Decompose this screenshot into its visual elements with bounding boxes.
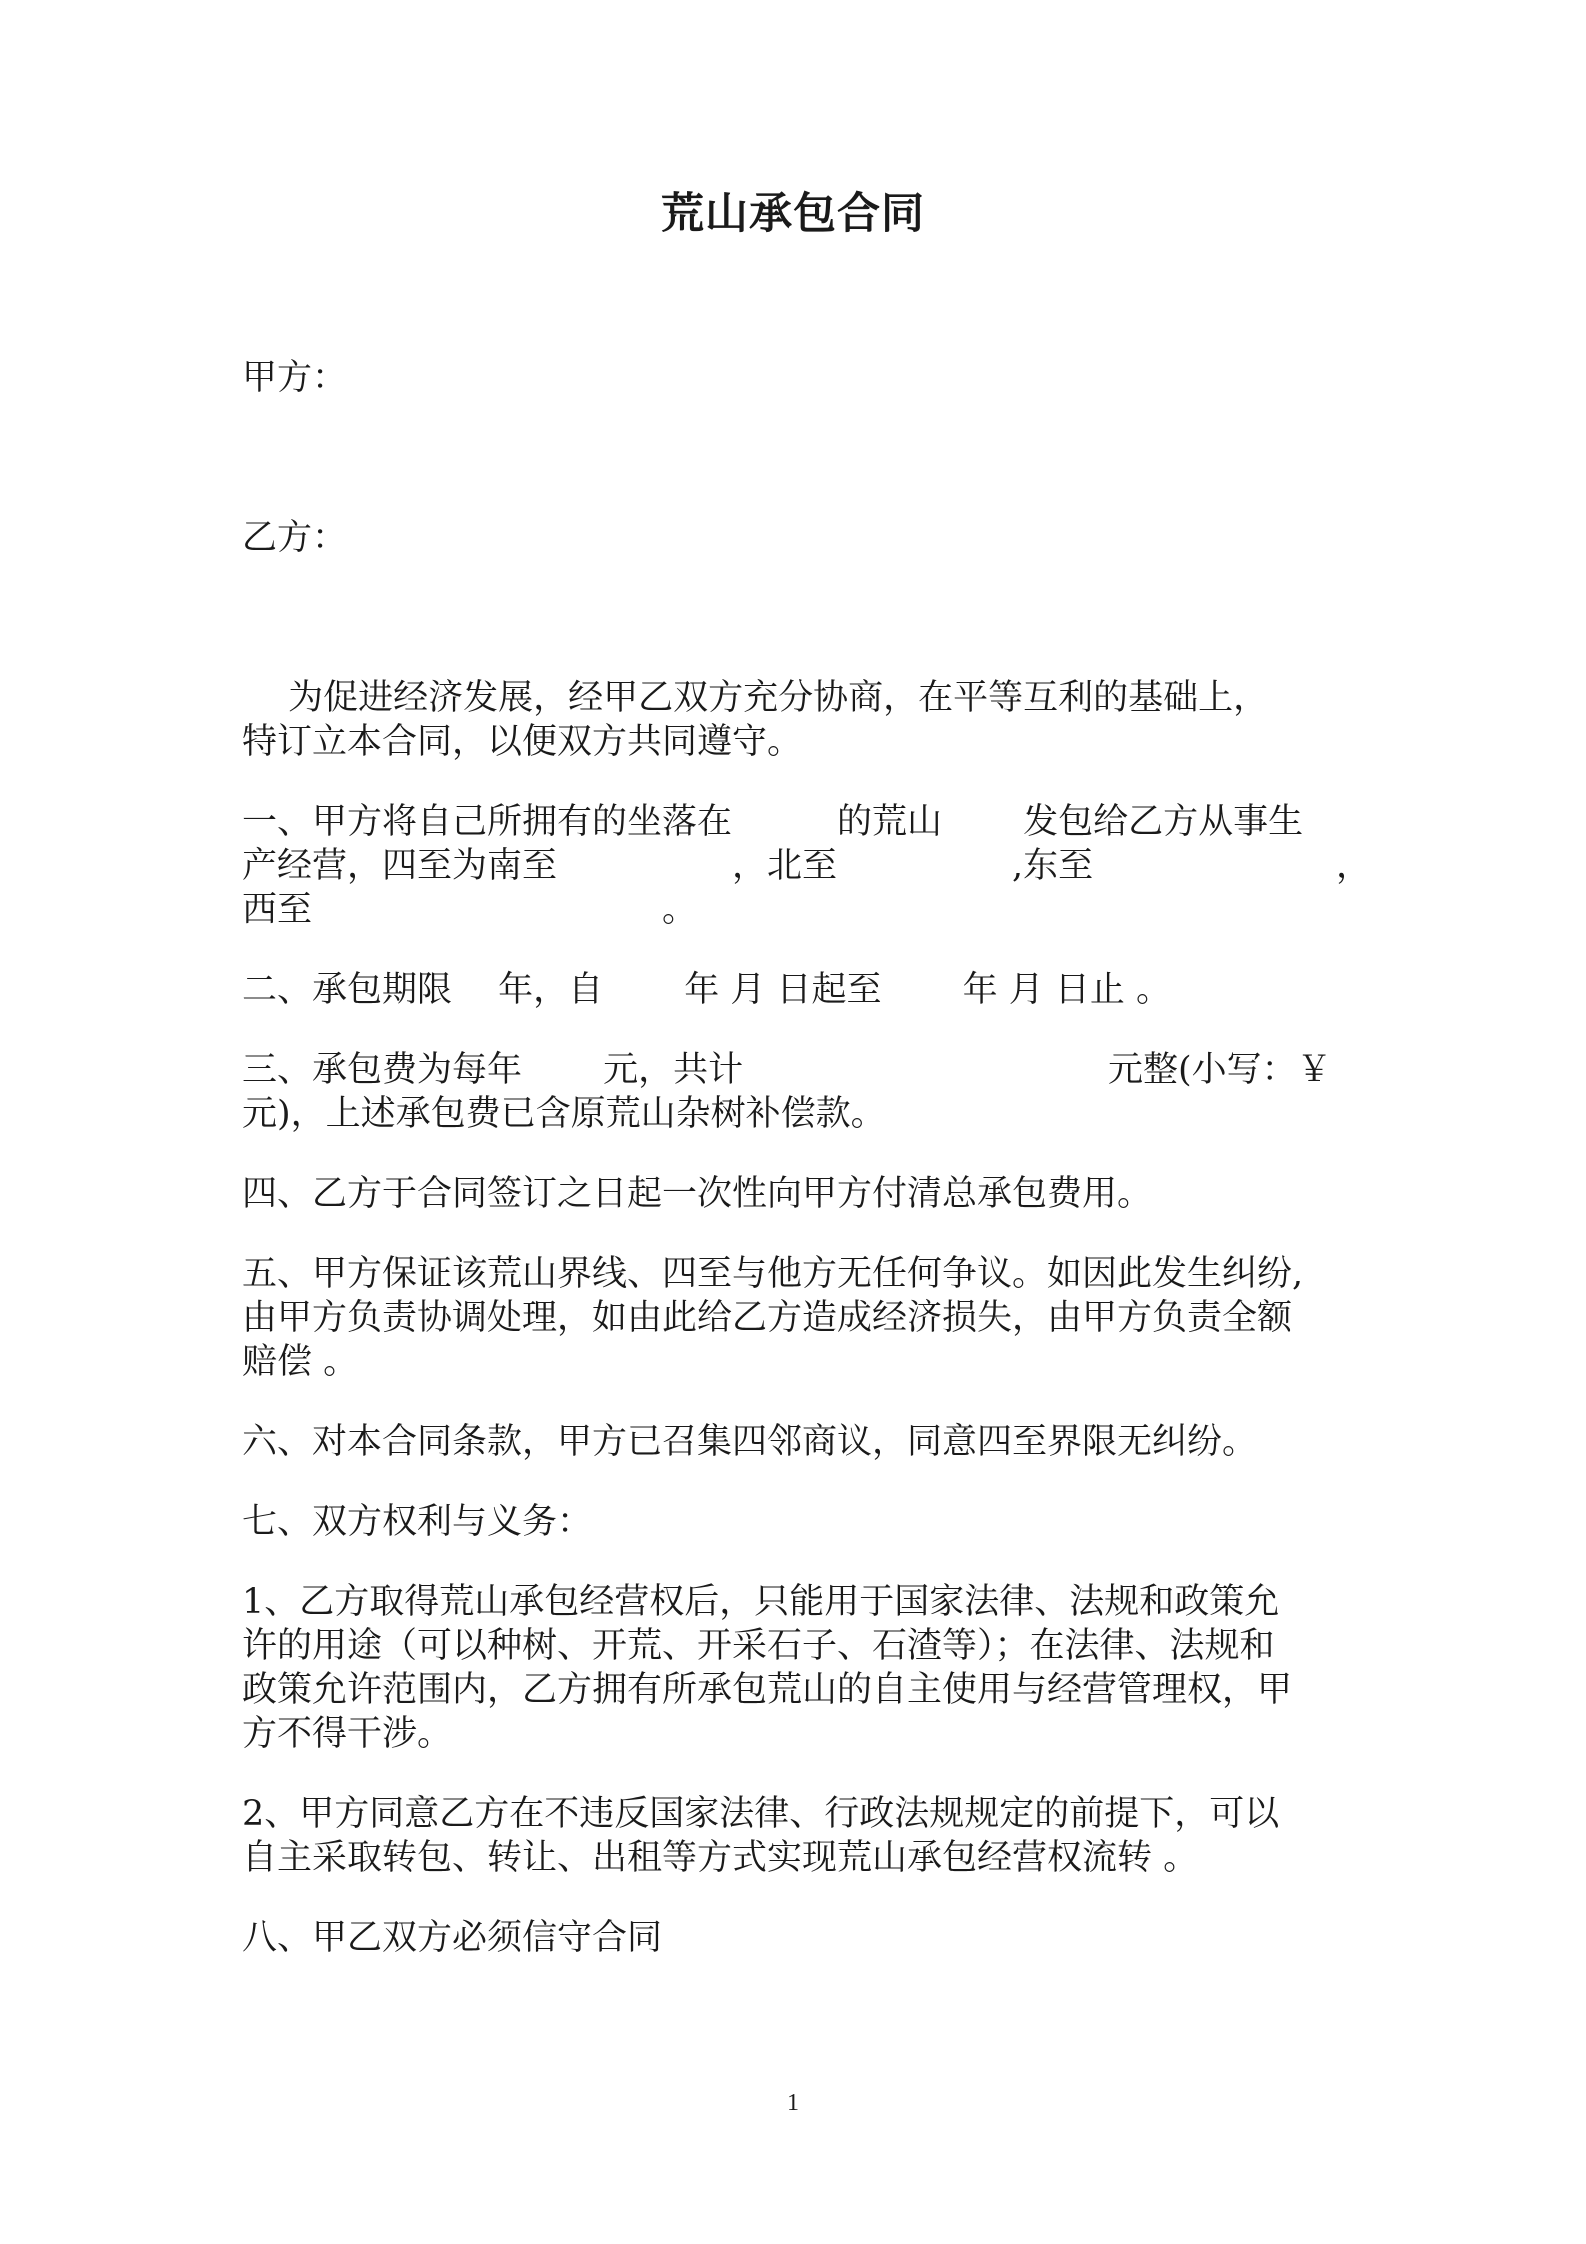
clause-7-1-line-4: 方不得干涉。 bbox=[242, 1714, 453, 1754]
clause-1-line-3: 西至 。 bbox=[242, 890, 698, 930]
clause-5-line-1: 五、甲方保证该荒山界线、四至与他方无任何争议。如因此发生纠纷, bbox=[242, 1254, 1304, 1294]
clause-1-line-2-end: ， bbox=[1336, 846, 1372, 886]
clause-7-2-line-2: 自主采取转包、转让、出租等方式实现荒山承包经营权流转 。 bbox=[242, 1838, 1199, 1878]
clause-4: 四、乙方于合同签订之日起一次性向甲方付清总承包费用。 bbox=[242, 1174, 1153, 1214]
clause-5-line-3: 赔偿 。 bbox=[242, 1342, 359, 1382]
clause-3-line-1-end: 元整(小写：￥ bbox=[1108, 1050, 1332, 1090]
clause-3-line-1: 三、承包费为每年 元，共计 bbox=[242, 1050, 744, 1090]
clause-2: 二、承包期限 年，自 年 月 日起至 年 月 日止 。 bbox=[242, 970, 1172, 1010]
document-title: 荒山承包合同 bbox=[661, 189, 925, 239]
clause-7-1-line-3: 政策允许范围内，乙方拥有所承包荒山的自主使用与经营管理权，甲 bbox=[242, 1670, 1293, 1710]
clause-8: 八、甲乙双方必须信守合同 bbox=[242, 1918, 663, 1958]
intro-line-1: 为促进经济发展，经甲乙双方充分协商，在平等互利的基础上， bbox=[242, 678, 1269, 718]
clause-6: 六、对本合同条款，甲方已召集四邻商议，同意四至界限无纠纷。 bbox=[242, 1422, 1258, 1462]
party-b-label: 乙方： bbox=[242, 518, 348, 558]
intro-line-2: 特订立本合同，以便双方共同遵守。 bbox=[242, 722, 803, 762]
clause-1-line-1: 一、甲方将自己所拥有的坐落在 的荒山 发包给乙方从事生 bbox=[242, 802, 1304, 842]
page-number: 1 bbox=[787, 2090, 799, 2116]
clause-5-line-2: 由甲方负责协调处理，如由此给乙方造成经济损失，由甲方负责全额 bbox=[242, 1298, 1293, 1338]
clause-7-title: 七、双方权利与义务： bbox=[242, 1502, 593, 1542]
clause-7-1-line-2: 许的用途（可以种树、开荒、开采石子、石渣等）；在法律、法规和 bbox=[242, 1626, 1275, 1666]
clause-7-2-line-1: 2、甲方同意乙方在不违反国家法律、行政法规规定的前提下，可以 bbox=[242, 1794, 1280, 1834]
clause-3-line-2: 元)，上述承包费已含原荒山杂树补偿款。 bbox=[242, 1094, 886, 1134]
clause-7-1-line-1: 1、乙方取得荒山承包经营权后，只能用于国家法律、法规和政策允 bbox=[242, 1582, 1280, 1622]
party-a-label: 甲方： bbox=[242, 358, 348, 398]
clause-1-line-2: 产经营，四至为南至 ，北至 ,东至 bbox=[242, 846, 1094, 886]
